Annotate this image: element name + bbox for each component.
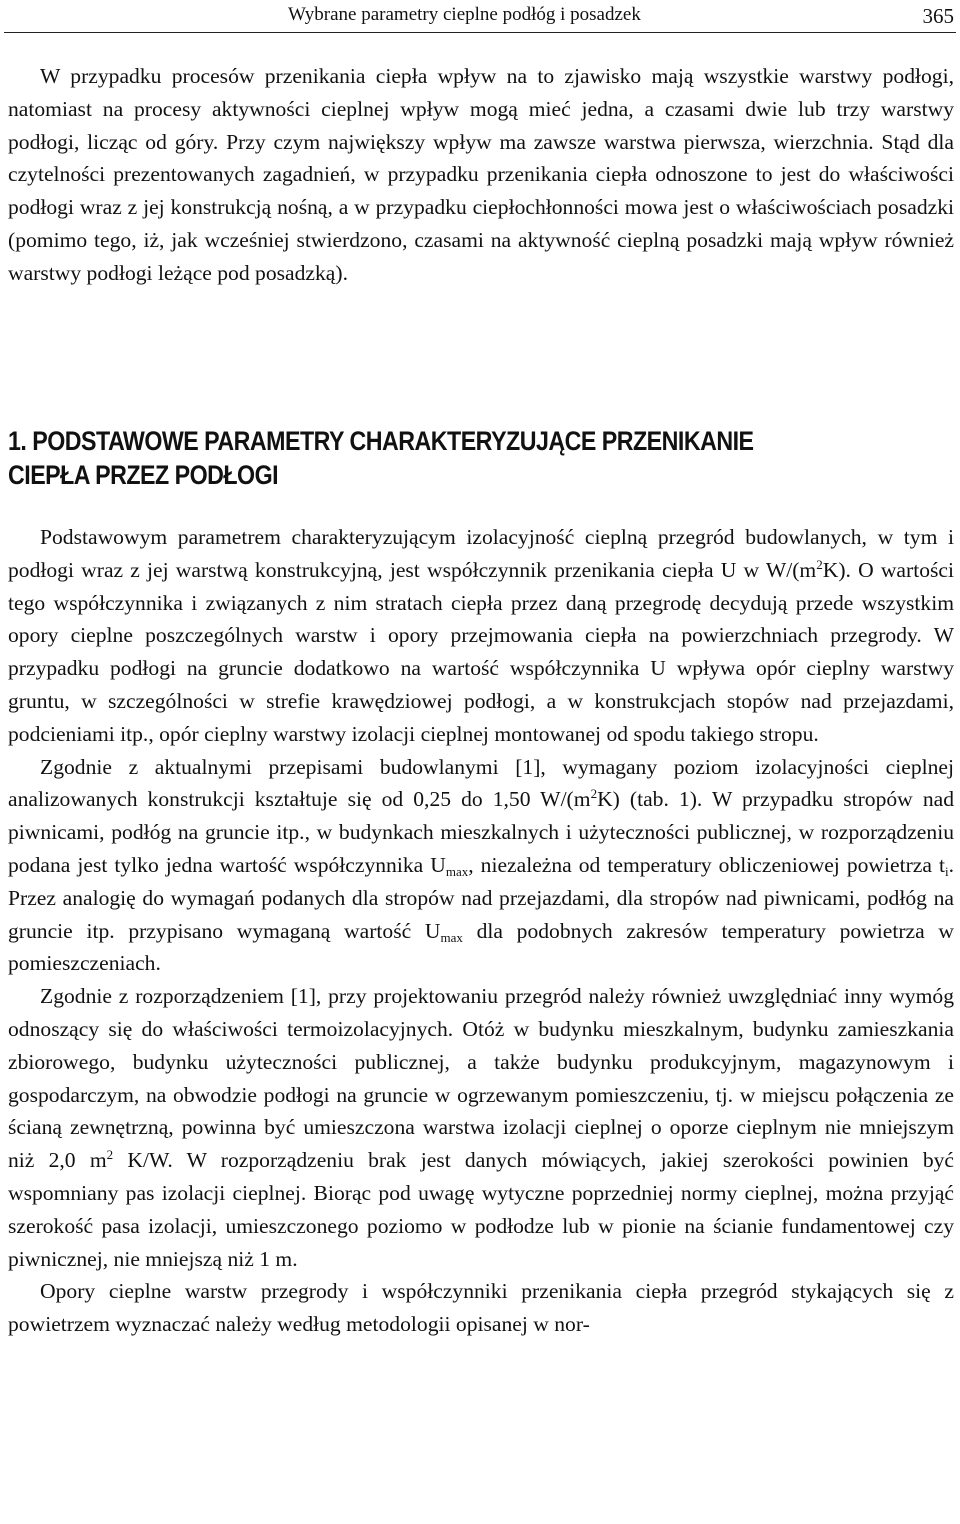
section-heading-line: CIEPŁA PRZEZ PODŁOGI — [8, 460, 279, 490]
page-number: 365 — [922, 4, 954, 28]
paragraph: Podstawowym parametrem charakteryzującym izolacyjność cieplną przegród budowlanych, w tym i podłogi wraz z jej warstwą konstrukcyjną, jest współczynnik przenikania ciepła U w $W/(m^2K)$. O wartości tego współczynnika i związanych z nim stratach ciepła przez daną przegrodę decydują przede wszystkim opory cieplne poszczególnych warstw i opory przejmowania ciepła na powierzchniach przegrody. W przypadku podłogi na gruncie dodatkowo na wartość współczynnika U wpływa opór cieplny warstwy gruntu, w szczególności w strefie krawędziowej podłogi, a w konstrukcjach stopów nad przejazdami, podcieniami itp., opór cieplny warstwy izolacji cieplnej montowanej od spodu takiego stropu. — [8, 525, 954, 746]
running-header — [4, 2, 956, 33]
paragraph: Zgodnie z rozporządzeniem [1], przy projektowaniu przegród należy również uwzględniać inny wymóg odnoszący się do właściwości termoizolacyjnych. Otóż w budynku mieszkalnym, budynku zamieszkania zbiorowego, budynku użyteczności publicznej, a także budynku produkcyjnym, magazynowym i gospodarczym, na obwodzie podłogi na gruncie w ogrzewanym pomieszczeniu, tj. w miejscu połączenia ze ścianą zewnętrzną, powinna być umieszczona warstwa izolacji cieplnej o oporze cieplnym nie mniejszym niż 2,0 $m^2$ K/W. W rozporządzeniu brak jest danych mówiących, jakiej szerokości powinien być wspomniany pas izolacji cieplnej. Biorąc pod uwagę wytyczne poprzedniej normy cieplnej, można przyjąć szerokość pasa izolacji, umieszczonego poziomo w podłodze lub w pionie na ścianie fundamentowej czy piwnicznej, nie mniejszą niż 1 m. — [8, 984, 954, 1271]
main-section — [8, 521, 954, 1341]
running-title: Wybrane parametry cieplne podłóg i posadzek — [288, 4, 641, 25]
paragraph: Zgodnie z aktualnymi przepisami budowlanymi [1], wymagany poziom izolacyjności cieplnej analizowanych konstrukcji kształtuje się od 0,25 do 1,50 $W/(m^2K)$ (tab. 1). W przypadku stropów nad piwnicami, podłóg na gruncie itp., w budynkach mieszkalnych i użyteczności publicznej, w rozporządzeniu podana jest tylko jedna wartość współczynnika $U_{max}$, niezależna od temperatury obliczeniowej powietrza $t_i$. Przez analogię do wymagań podanych dla stropów nad przejazdami, dla stropów nad piwnicami, podłóg na gruncie itp. przypisano wymaganą wartość $U_{max}$ dla podobnych zakresów temperatury powietrza w pomieszczeniach. — [8, 754, 955, 976]
paragraph: Opory cieplne warstw przegrody i współczynniki przenikania ciepła przegród stykających się z powietrzem wyznaczać należy według metodologii opisanej w nor- — [8, 1279, 954, 1337]
section-heading-line: 1. PODSTAWOWE PARAMETRY CHARAKTERYZUJĄCE PRZENIKANIE — [8, 426, 754, 456]
paragraph: W przypadku procesów przenikania ciepła wpływ na to zjawisko mają wszystkie warstwy podłogi, natomiast na procesy aktywności cieplnej wpływ mogą mieć jedna, a czasami dwie lub trzy warstwy podłogi, licząc od góry. Przy czym największy wpływ ma zawsze warstwa pierwsza, wierzchnia. Stąd dla czytelności prezentowanych zagadnień, w przypadku przenikania ciepła odnoszone to jest do właściwości podłogi wraz z jej konstrukcją nośną, a w przypadku ciepłochłonności mowa jest o właściwościach posadzki (pomimo tego, iż, jak wcześniej stwierdzono, czasami na aktywność cieplną posadzki mają wpływ również warstwy podłogi leżące pod posadzką). — [8, 64, 954, 285]
intro-section — [8, 60, 954, 290]
section-heading — [8, 424, 822, 492]
